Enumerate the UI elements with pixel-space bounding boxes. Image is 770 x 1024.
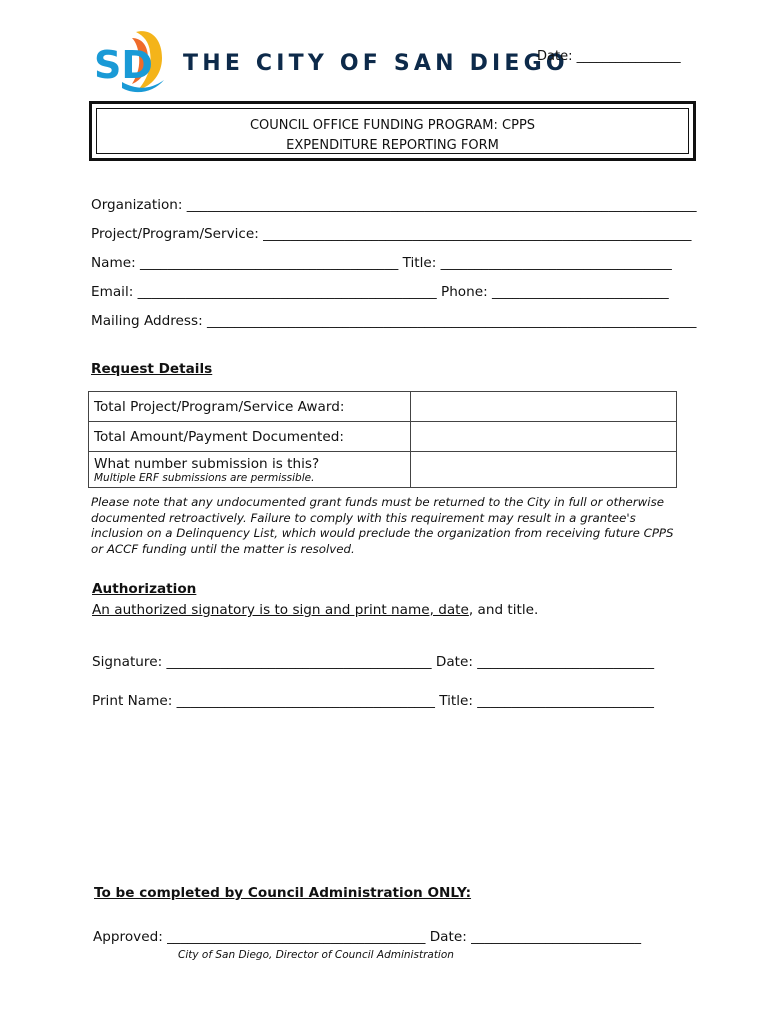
signature-date-field[interactable]: Signature: _______________________________________ Date: __________________________ xyxy=(92,654,654,670)
city-name: THE CITY OF SAN DIEGO xyxy=(183,51,569,76)
request-details-table xyxy=(88,391,677,488)
table-row xyxy=(89,452,677,488)
form-title-line2: EXPENDITURE REPORTING FORM xyxy=(286,138,499,153)
submission-subnote: Multiple ERF submissions are permissible. xyxy=(94,471,315,484)
row-value-award[interactable] xyxy=(411,392,677,422)
header-date-field[interactable]: Date: ________________ xyxy=(537,49,681,64)
row-label-documented: Total Amount/Payment Documented: xyxy=(89,422,411,452)
print-name-title-field[interactable]: Print Name: ______________________________________ Title: __________________________ xyxy=(92,693,654,709)
email-phone-field[interactable]: Email: ____________________________________________ Phone: __________________________ xyxy=(91,284,669,300)
project-field[interactable]: Project/Program/Service: _______________________________________________________________ xyxy=(91,226,692,242)
row-value-submission[interactable] xyxy=(411,452,677,488)
row-label-submission xyxy=(89,452,411,488)
city-logo-icon xyxy=(92,24,172,94)
submission-question: What number submission is this? xyxy=(94,455,320,472)
form-title-box xyxy=(89,101,696,161)
row-label-award: Total Project/Program/Service Award: xyxy=(89,392,411,422)
organization-field[interactable]: Organization: ___________________________________________________________________________ xyxy=(91,197,697,213)
mailing-address-field[interactable]: Mailing Address: ________________________________________________________________________ xyxy=(91,313,697,329)
council-admin-heading: To be completed by Council Administration ONLY: xyxy=(94,885,472,901)
instruction-tail: , and title. xyxy=(468,602,539,618)
undocumented-funds-note: Please note that any undocumented grant funds must be returned to the City in full or otherwise documented retroactively. Failure to comply with this requirement may result in a grantee's inclusion on a Delinquency List, which would preclude the organization from receiving future CPPS or ACCF funding until the matter is resolved. xyxy=(91,495,674,556)
table-row xyxy=(89,392,677,422)
authorization-heading: Authorization xyxy=(92,581,197,597)
city-logo xyxy=(92,24,172,94)
instruction-underlined: An authorized signatory is to sign and print name, date xyxy=(92,602,469,618)
form-title-inner xyxy=(96,108,689,154)
director-caption: City of San Diego, Director of Council Administration xyxy=(178,949,454,961)
authorization-instruction xyxy=(92,602,538,618)
approved-date-field[interactable]: Approved: ______________________________________ Date: _________________________ xyxy=(93,929,642,945)
row-value-documented[interactable] xyxy=(411,422,677,452)
table-row xyxy=(89,422,677,452)
name-title-field[interactable]: Name: ______________________________________ Title: __________________________________ xyxy=(91,255,672,271)
logo-letters: SD xyxy=(94,43,153,87)
request-details-heading: Request Details xyxy=(91,361,213,377)
form-title-line1: COUNCIL OFFICE FUNDING PROGRAM: CPPS xyxy=(249,118,536,133)
